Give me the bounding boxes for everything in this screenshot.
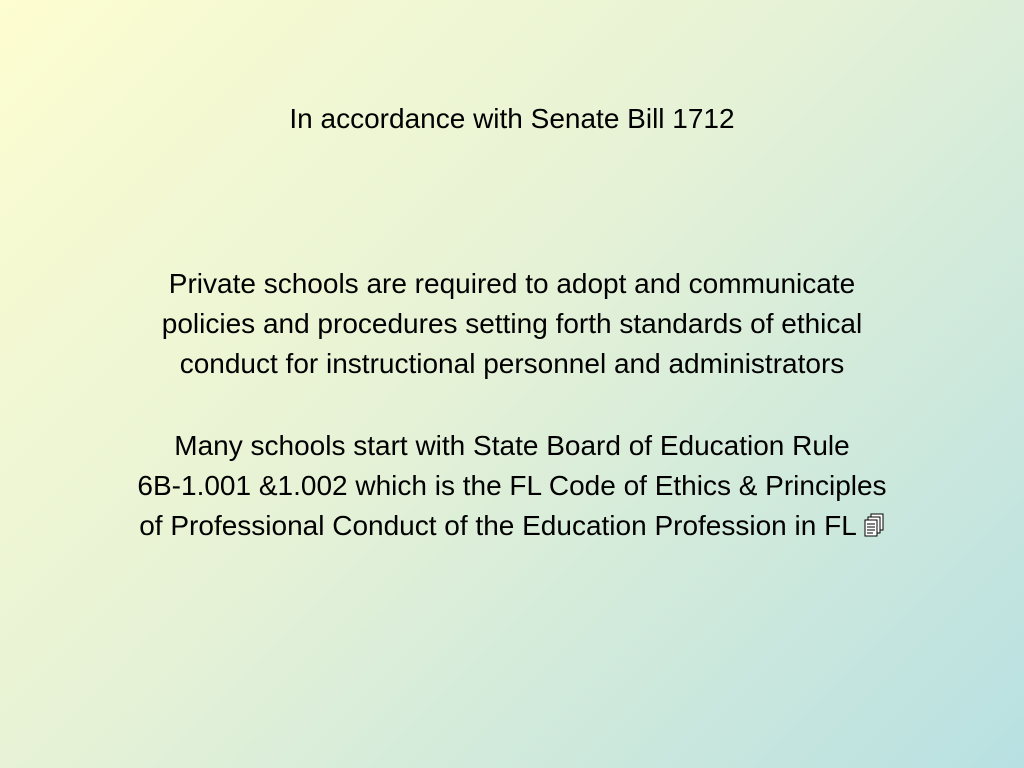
paragraph-line-text: of Professional Conduct of the Education Profession in FL	[139, 510, 857, 541]
paragraph-line: 6B-1.001 &1.002 which is the FL Code of Ethics & Principles	[137, 470, 887, 501]
document-stack-icon[interactable]	[863, 513, 885, 541]
paragraph-code-of-ethics	[40, 426, 984, 546]
paragraph-line: Many schools start with State Board of Education Rule	[174, 430, 850, 461]
paragraph-line: Private schools are required to adopt and communicate	[168, 268, 856, 299]
paragraph-requirements	[40, 264, 984, 384]
paragraph-line: conduct for instructional personnel and administrators	[179, 348, 845, 379]
slide-heading: In accordance with Senate Bill 1712	[289, 103, 735, 134]
paragraph-line: policies and procedures setting forth standards of ethical	[161, 308, 863, 339]
paragraph-line-with-link	[40, 506, 984, 546]
